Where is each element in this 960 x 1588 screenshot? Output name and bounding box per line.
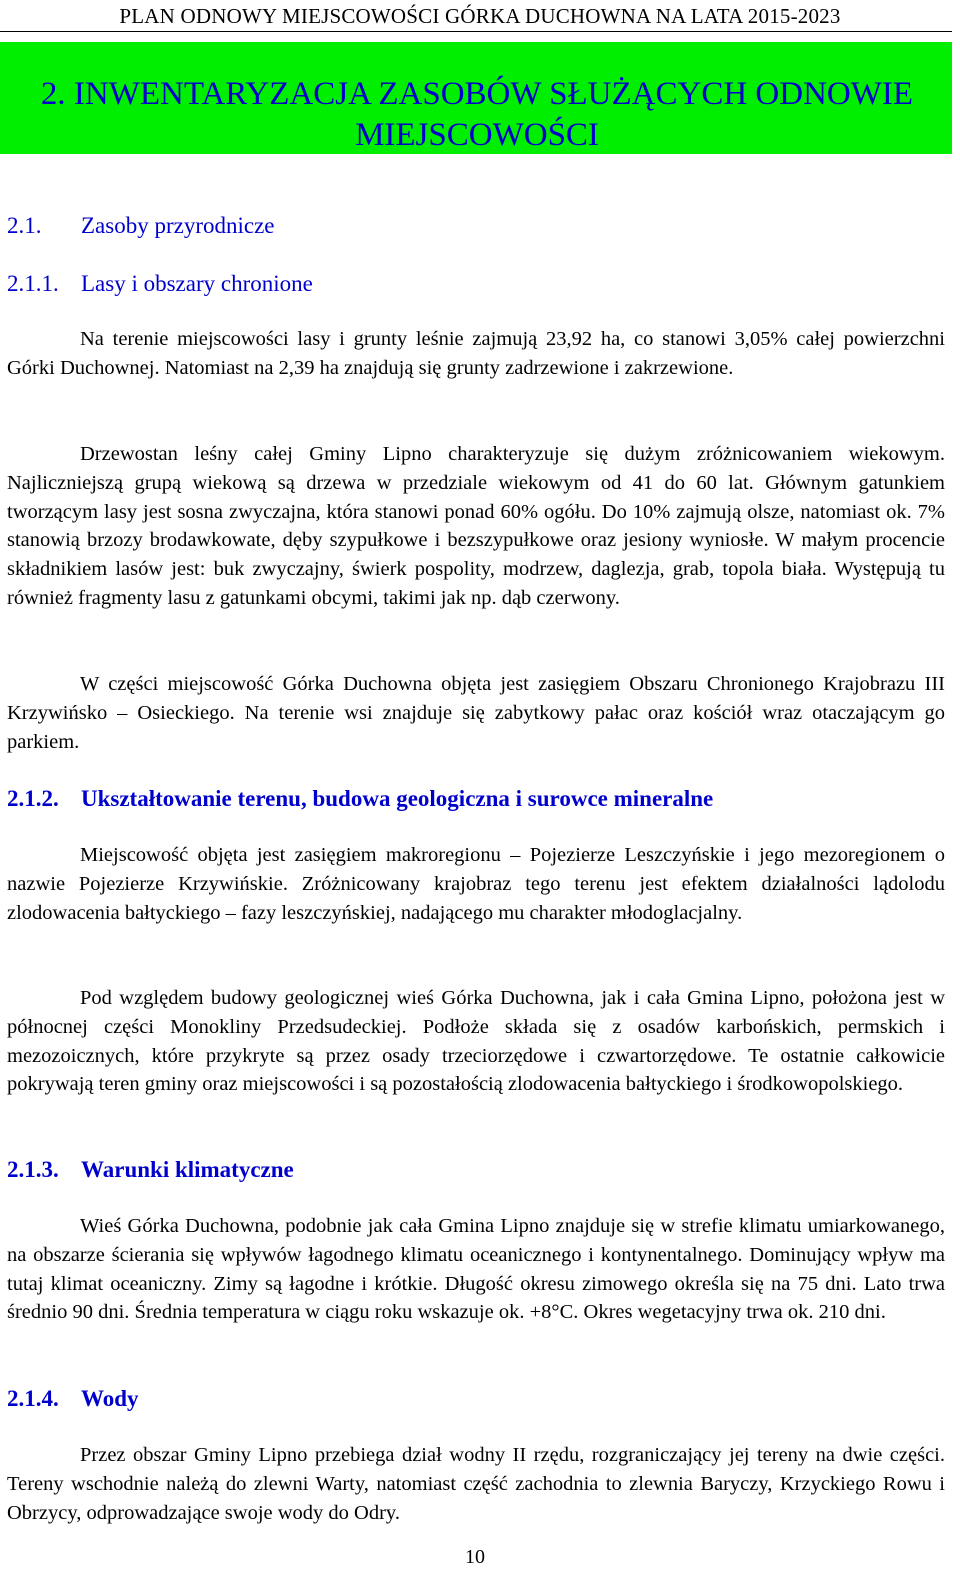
section-title: Ukształtowanie terenu, budowa geologiczna i surowce mineralne: [81, 786, 714, 811]
section-number: 2.1.4.: [7, 1386, 59, 1411]
paragraph: Drzewostan leśny całej Gminy Lipno charakteryzuje się dużym zróżnicowaniem wiekowym. Najliczniejszą grupą wiekową są drzewa w przedziale wiekowym od 41 do 60 lat. Głównym gatunkiem tworzącym lasy jest sosna zwyczajna, która stanowi ponad 60% ogółu. Do 10% zajmują olsze, natomiast ok. 7% stanowią brzozy brodawkowate, dęby szypułkowe i bezszypułkowe oraz jesiony wyniosłe. W małym procencie składnikiem lasów jest: buk zwyczajny, świerk pospolity, modrzew, daglezja, grab, topola biała. Występują tu również fragmenty lasu z gatunkami obcymi, takimi jak np. dąb czerwony.: [7, 443, 945, 609]
paragraph: W części miejscowość Górka Duchowna objęta jest zasięgiem Obszaru Chronionego Krajobrazu III Krzywińsko – Osieckiego. Na terenie wsi znajduje się zabytkowy pałac oraz kościół wraz otaczającym go parkiem.: [7, 673, 945, 753]
running-header: PLAN ODNOWY MIEJSCOWOŚCI GÓRKA DUCHOWNA NA LATA 2015-2023: [119, 4, 841, 28]
section-heading-2-1-1: [7, 270, 313, 298]
section-title: Zasoby przyrodnicze: [81, 213, 275, 238]
paragraph: Miejscowość objęta jest zasięgiem makroregionu – Pojezierze Leszczyńskie i jego mezoregionem o nazwie Pojezierze Krzywińskie. Zróżnicowany krajobraz tego terenu jest efektem działalności lądolodu zlodowacenia bałtyckiego – fazy leszczyńskiej, nadającego mu charakter młodoglacjalny.: [7, 844, 945, 924]
section-heading-2-1-4: [7, 1385, 139, 1413]
section-heading-2-1: [7, 212, 275, 240]
section-heading-2-1-3: [7, 1156, 294, 1184]
section-title: Wody: [81, 1386, 139, 1411]
paragraph: Na terenie miejscowości lasy i grunty leśnie zajmują 23,92 ha, co stanowi 3,05% całej powierzchni Górki Duchownej. Natomiast na 2,39 ha znajdują się grunty zadrzewione i zakrzewione.: [7, 328, 945, 379]
paragraph: Pod względem budowy geologicznej wieś Górka Duchowna, jak i cała Gmina Lipno, położona jest w północnej części Monokliny Przedsudeckiej. Podłoże składa się z osadów karbońskich, permskich i mezozoicznych, które przykryte są przez osady trzeciorzędowe i czwartorzędowe. Te ostatnie całkowicie pokrywają teren gminy oraz miejscowości i są pozostałością zlodowacenia bałtyckiego i środkowopolskiego.: [7, 987, 945, 1096]
section-title: Warunki klimatyczne: [81, 1157, 294, 1182]
section-number: 2.1.3.: [7, 1157, 59, 1182]
header-divider: [0, 31, 952, 32]
section-number: 2.1.1.: [7, 271, 59, 296]
page-number: 10: [465, 1546, 485, 1568]
section-heading-2-1-2: [7, 785, 713, 813]
section-number: 2.1.2.: [7, 786, 59, 811]
section-title: Lasy i obszary chronione: [81, 271, 313, 296]
section-number: 2.1.: [7, 213, 42, 238]
paragraph: Przez obszar Gminy Lipno przebiega dział wodny II rzędu, rozgraniczający jej tereny na dwie części. Tereny wschodnie należą do zlewni Warty, natomiast część zachodnia to zlewnia Baryczy, Krzyckiego Rowu i Obrzycy, odprowadzające swoje wody do Odry.: [7, 1444, 945, 1524]
chapter-title: 2. INWENTARYZACJA ZASOBÓW SŁUŻĄCYCH ODNOWIE MIEJSCOWOŚCI: [40, 76, 914, 153]
paragraph: Wieś Górka Duchowna, podobnie jak cała Gmina Lipno znajduje się w strefie klimatu umiarkowanego, na obszarze ścierania się wpływów łagodnego klimatu oceanicznego i kontynentalnego. Dominujący wpływ ma tutaj klimat oceaniczny. Zimy są łagodne i krótkie. Długość okresu zimowego określa się na 75 dni. Lato trwa średnio 90 dni. Średnia temperatura w ciągu roku wskazuje ok. +8°C. Okres wegetacyjny trwa ok. 210 dni.: [7, 1215, 945, 1324]
